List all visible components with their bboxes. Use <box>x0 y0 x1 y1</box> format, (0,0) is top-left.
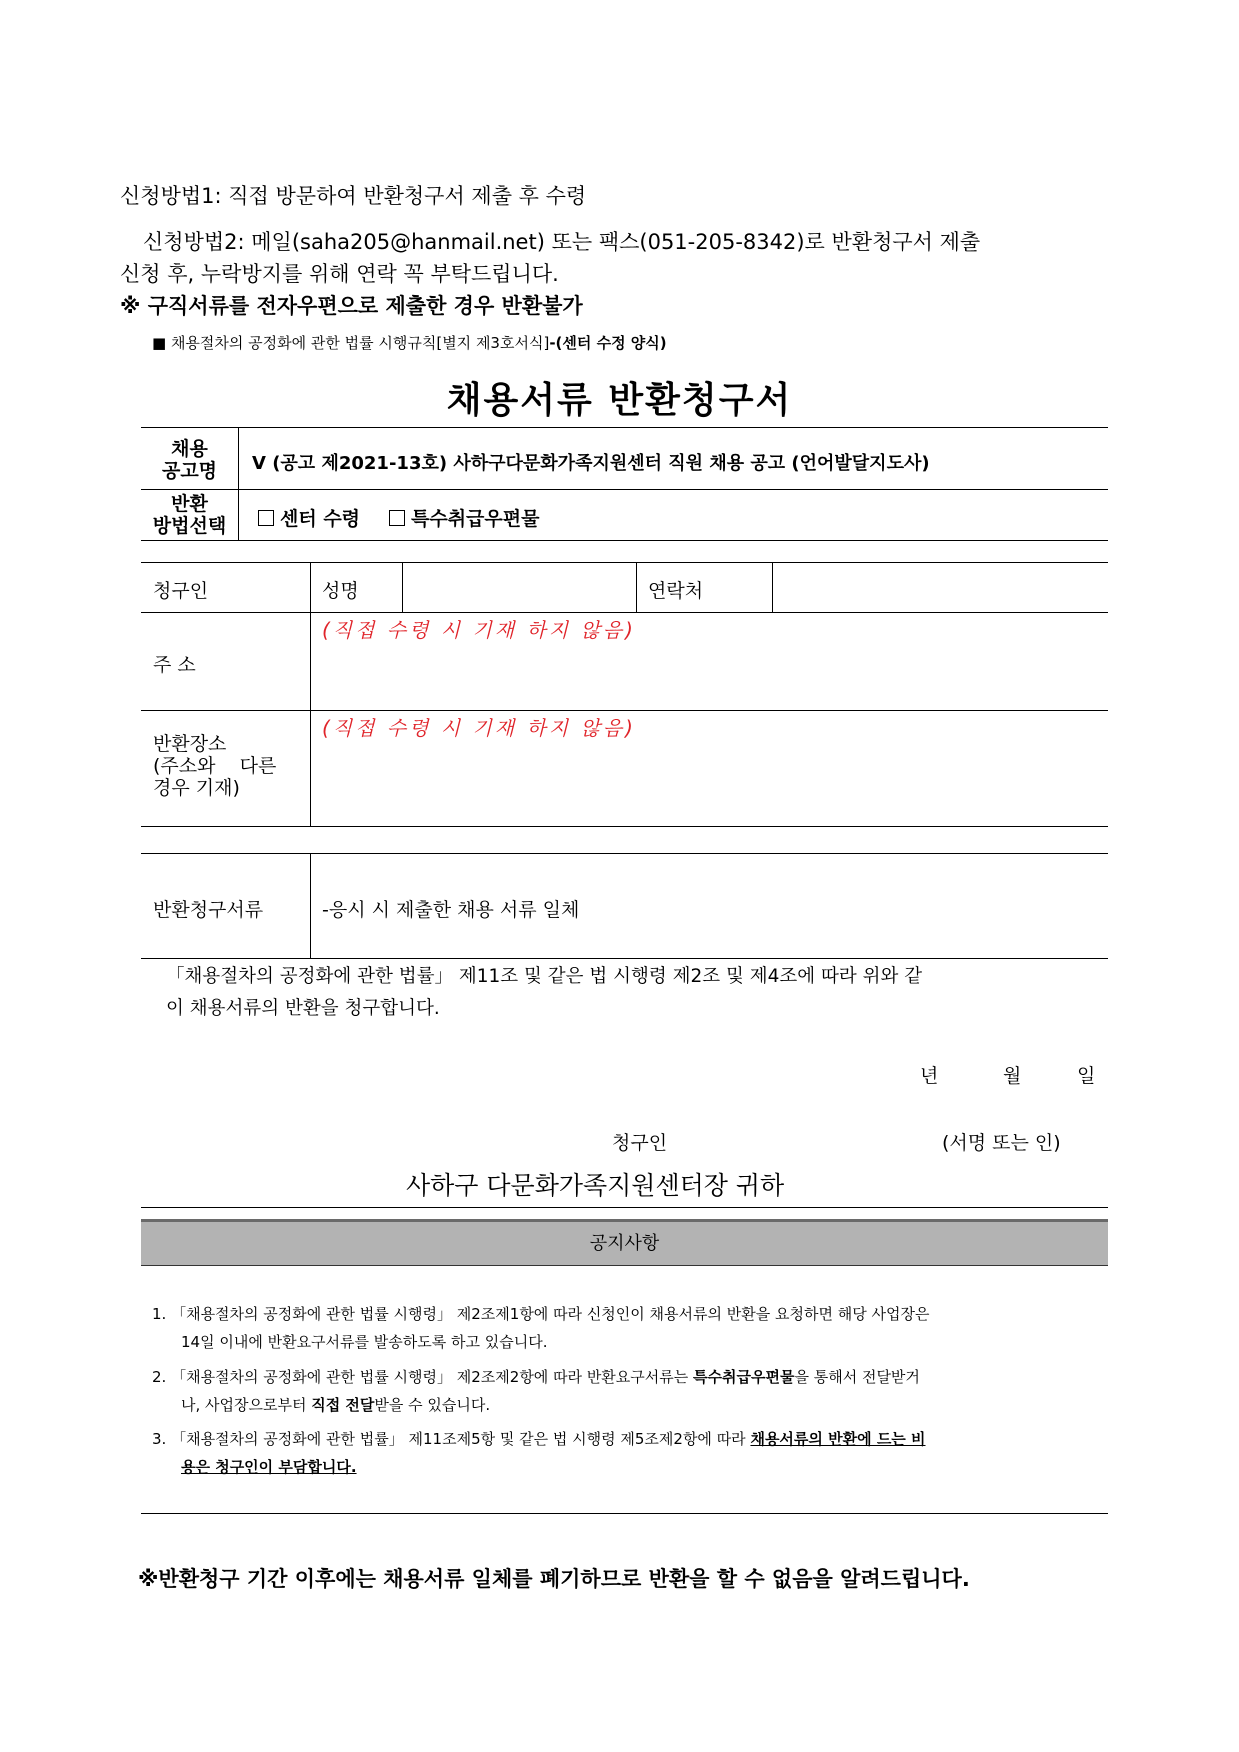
notice-item-3-line1: 3. 「채용절차의 공정화에 관한 법률」 제11조제5항 및 같은 법 시행령 제5조제2항에 따라 채용서류의 반환에 드는 비 <box>152 1430 926 1448</box>
address-field[interactable] <box>312 640 1106 708</box>
signature-mark: (서명 또는 인) <box>942 1132 1061 1154</box>
claimant-label: 청구인 <box>153 580 209 602</box>
return-method-label: 반환 방법선택 <box>152 493 227 537</box>
name-field[interactable] <box>404 564 634 610</box>
notice-header-text: 공지사항 <box>589 1233 660 1254</box>
date-month: 월 <box>1003 1065 1022 1087</box>
return-place-hint: (직접 수령 시 기재 하지 않음) <box>322 716 636 740</box>
notice-name-label: 채용 공고명 <box>161 438 218 482</box>
contact-label: 연락처 <box>648 580 704 602</box>
final-notice: ※반환청구 기간 이후에는 채용서류 일체를 폐기하므로 반환을 할 수 없음을 알려드립니다. <box>138 1567 970 1591</box>
return-place-label: 반환장소 (주소와 다른 경우 기재) <box>153 733 277 799</box>
notice-item-1-line2: 14일 이내에 반환요구서류를 발송하도록 하고 있습니다. <box>181 1333 548 1351</box>
notice-item-2-line1: 2. 「채용절차의 공정화에 관한 법률 시행령」 제2조제2항에 따라 반환요구서류는 특수취급우편물을 통해서 전달받거 <box>152 1368 920 1386</box>
notice-item-1-line1: 1. 「채용절차의 공정화에 관한 법률 시행령」 제2조제1항에 따라 신청인이 채용서류의 반환을 요청하면 해당 사업장은 <box>152 1305 930 1323</box>
date-day: 일 <box>1077 1065 1096 1087</box>
notice-name-value: V (공고 제2021-13호) 사하구다문화가족지원센터 직원 채용 공고 (언어발달지도사) <box>252 453 930 474</box>
return-place-field[interactable] <box>312 738 1106 824</box>
documents-value: -응시 시 제출한 채용 서류 일체 <box>322 899 580 921</box>
form-ref-text: ■ 채용절차의 공정화에 관한 법률 시행규칙[별지 제3호서식] <box>152 334 550 352</box>
option-center[interactable]: 센터 수령 <box>258 504 360 531</box>
signature-claimant: 청구인 <box>612 1132 668 1154</box>
notice-item-3-line2: 용은 청구인이 부담합니다. <box>181 1458 357 1476</box>
form-ref-bold: -(센터 수정 양식) <box>549 334 667 352</box>
method1-text: 신청방법1: 직접 방문하여 반환청구서 제출 후 수령 <box>120 184 587 208</box>
followup-text: 신청 후, 누락방지를 위해 연락 꼭 부탁드립니다. <box>120 262 559 286</box>
form-title: 채용서류 반환청구서 <box>446 380 793 421</box>
notice-header <box>141 1219 1108 1266</box>
statement-line1: 「채용절차의 공정화에 관한 법률」 제11조 및 같은 법 시행령 제2조 및 제4조에 따라 위와 같 <box>166 966 923 987</box>
contact-field[interactable] <box>774 564 1106 610</box>
form-reference <box>152 332 667 353</box>
checkbox-icon[interactable] <box>258 510 274 526</box>
notice-item-2-line2: 나, 사업장으로부터 직접 전달받을 수 있습니다. <box>181 1396 491 1414</box>
date-year: 년 <box>920 1065 939 1087</box>
warning-text: ※ 구직서류를 전자우편으로 제출한 경우 반환불가 <box>120 294 583 318</box>
addressee: 사하구 다문화가족지원센터장 귀하 <box>406 1171 785 1200</box>
checkbox-icon[interactable] <box>389 510 405 526</box>
method2-text: 신청방법2: 메일(saha205@hanmail.net) 또는 팩스(051-205-8342)로 반환청구서 제출 <box>143 230 981 254</box>
option-special-mail[interactable]: 특수취급우편물 <box>389 504 539 531</box>
statement-line2: 이 채용서류의 반환을 청구합니다. <box>166 998 440 1019</box>
name-label: 성명 <box>322 580 359 602</box>
address-hint: (직접 수령 시 기재 하지 않음) <box>322 618 636 642</box>
documents-label: 반환청구서류 <box>153 899 264 921</box>
address-label: 주 소 <box>153 654 196 676</box>
